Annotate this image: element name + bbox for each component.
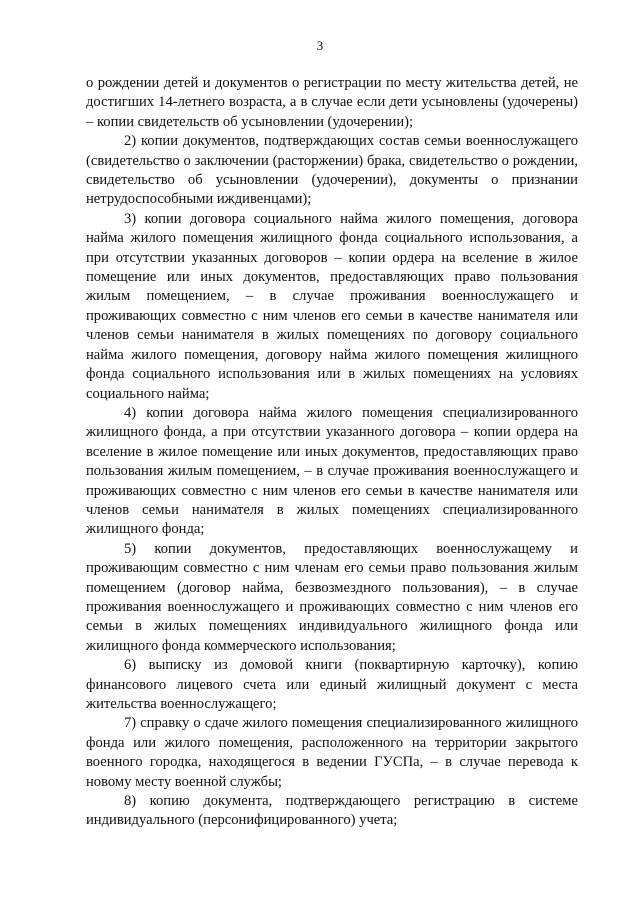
paragraph-continuation: о рождении детей и документов о регистрации по месту жительства детей, не достигших 14-летнего возраста, а в случае если дети усыновлены (удочерены) – копии свидетельств об усыновлении (удочерении); — [86, 75, 578, 130]
document-body — [86, 74, 578, 831]
paragraph-item-8: 8) копию документа, подтверждающего регистрацию в системе индивидуального (персонифицированного) учета; — [86, 793, 578, 829]
paragraph-item-6: 6) выписку из домовой книги (поквартирную карточку), копию финансового лицевого счета или единый жилищный документ с места жительства военнослужащего; — [86, 657, 578, 712]
paragraph-item-5: 5) копии документов, предоставляющих военнослужащему и проживающим совместно с ним членам его семьи право пользования жилым помещением (договор найма, безвозмездного пользования), – в случае проживания военнослужащего и проживающих совместно с ним членов его семьи в жилых помещениях индивидуального жилищного фонда или жилищного фонда коммерческого использования; — [86, 540, 578, 654]
paragraph-item-7: 7) справку о сдаче жилого помещения специализированного жилищного фонда или жилого помещения, расположенного на территории закрытого военного городка, находящегося в ведении ГУСПа, – в случае перевода к новому месту военной службы; — [86, 715, 578, 790]
paragraph-item-3: 3) копии договора социального найма жилого помещения, договора найма жилого помещения жилищного фонда социального использования, а при отсутствии указанных договоров – копии ордера на вселение в жилое помещение или иных документов, предоставляющих право пользования жилым помещением, – в случае проживания военнослужащего и проживающих совместно с ним членов его семьи в качестве нанимателя или членов семьи нанимателя в жилых помещениях по договору социального найма жилого помещения, договору найма жилого помещения жилищного фонда социального использования или в жилых помещениях на условиях социального найма; — [86, 210, 578, 402]
paragraph-item-4: 4) копии договора найма жилого помещения специализированного жилищного фонда, а при отсутствии указанного договора – копии ордера на вселение в жилое помещение или иных документов, предоставляющих право пользования жилым помещением, – в случае проживания военнослужащего и проживающих совместно с ним членов его семьи в качестве нанимателя или членов семьи нанимателя в жилых помещениях специализированного жилищного фонда; — [86, 404, 578, 538]
paragraph-item-2: 2) копии документов, подтверждающих состав семьи военнослужащего (свидетельство о заключении (расторжении) брака, свидетельство о рождении, свидетельство об усыновлении (удочерении), документы о признании нетрудоспособными иждивенцами); — [86, 133, 578, 208]
page-number: 3 — [316, 38, 324, 53]
